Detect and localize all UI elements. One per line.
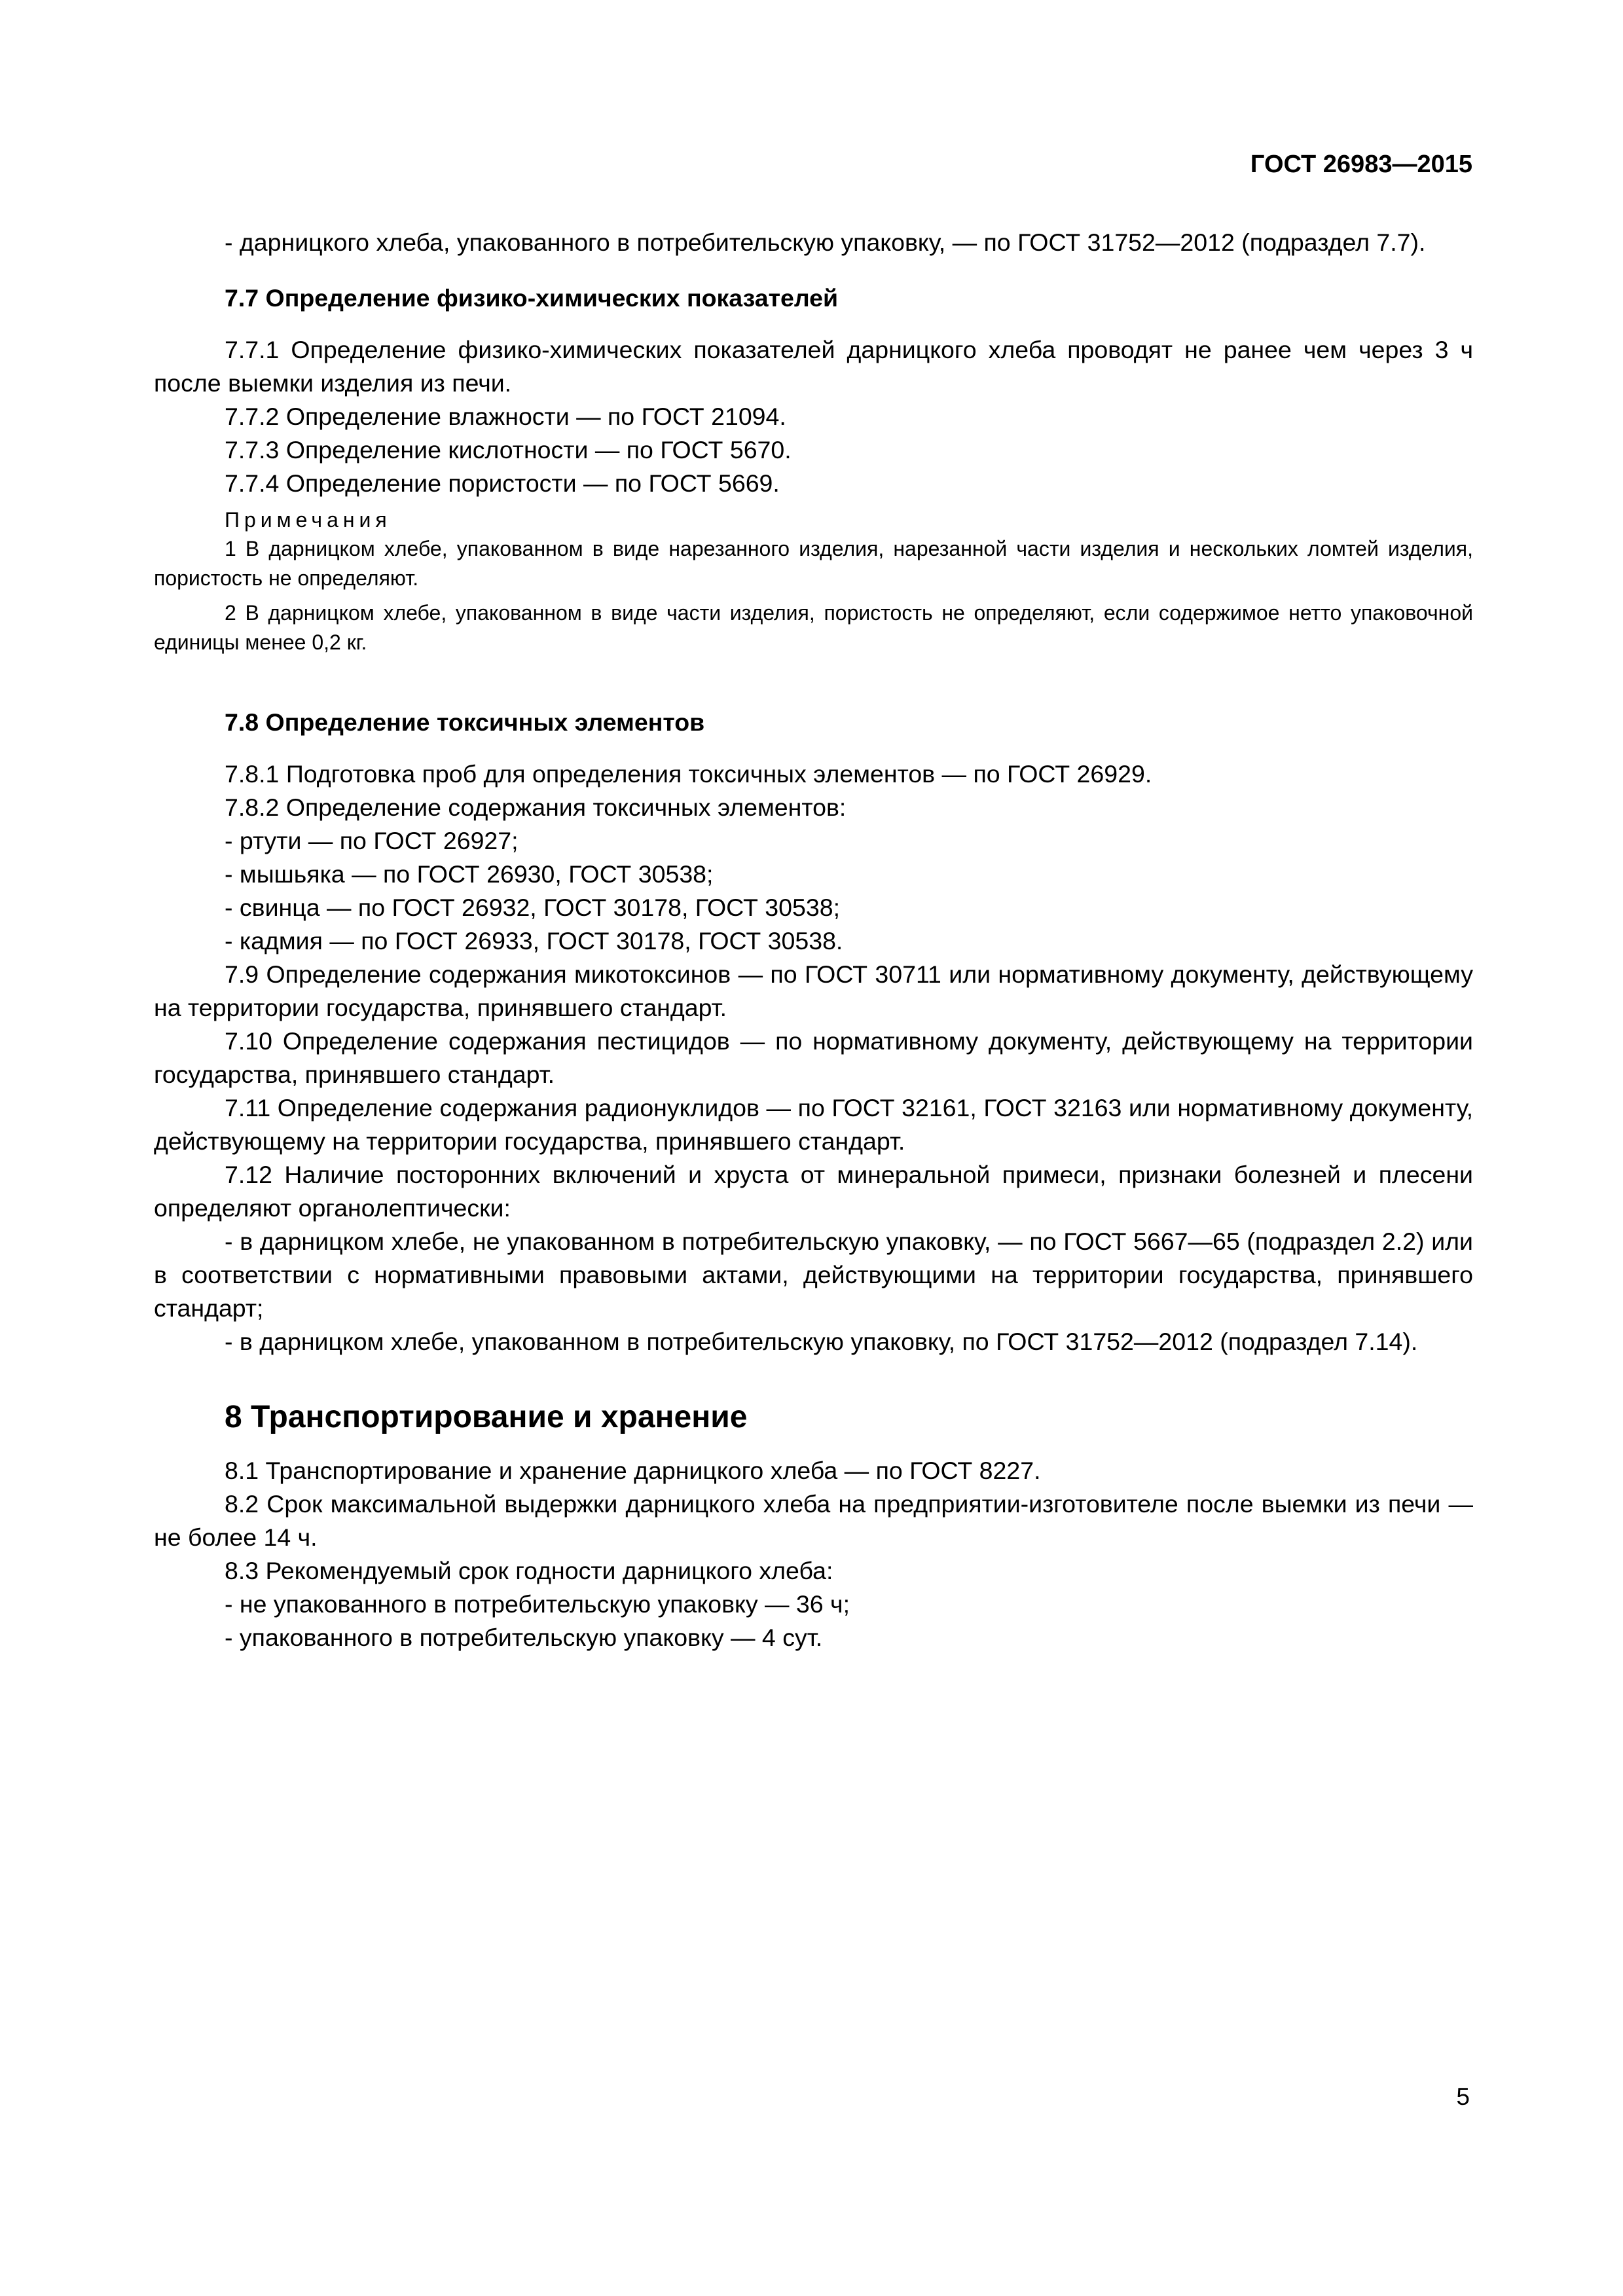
paragraph-7-12: 7.12 Наличие посторонних включений и хруста от минеральной примеси, признаки болезней и плесени определяют органолептически:: [154, 1161, 1473, 1222]
paragraph-8-2: 8.2 Срок максимальной выдержки дарницкого хлеба на предприятии-изготовителе после выемки из печи — не более 14 ч.: [154, 1490, 1473, 1551]
page-number: 5: [1456, 2083, 1470, 2110]
list-item: - в дарницком хлебе, упакованном в потребительскую упаковку, по ГОСТ 31752—2012 (подраздел 7.14).: [225, 1328, 1418, 1355]
paragraph-7-8-1: 7.8.1 Подготовка проб для определения токсичных элементов — по ГОСТ 26929.: [225, 760, 1152, 788]
note-1: 1 В дарницком хлебе, упакованном в виде нарезанного изделия, нарезанной части изделия и нескольких ломтей изделия, пористость не определяют.: [154, 537, 1473, 590]
paragraph-7-11: 7.11 Определение содержания радионуклидов — по ГОСТ 32161, ГОСТ 32163 или нормативному документу, действующему на территории государства, принявшего стандарт.: [154, 1094, 1473, 1155]
page-content: [154, 226, 1473, 1654]
paragraph-7-7-3: 7.7.3 Определение кислотности — по ГОСТ 5670.: [225, 436, 792, 464]
list-item: - упакованного в потребительскую упаковку — 4 сут.: [225, 1624, 823, 1651]
document-header: ГОСТ 26983—2015: [1250, 151, 1472, 178]
section-7-7-heading: 7.7 Определение физико-химических показателей: [225, 284, 839, 312]
paragraph-7-7-1: 7.7.1 Определение физико-химических показателей дарницкого хлеба проводят не ранее чем через 3 ч после выемки изделия из печи.: [154, 336, 1473, 397]
paragraph-7-9: 7.9 Определение содержания микотоксинов — по ГОСТ 30711 или нормативному документу, действующему на территории государства, принявшего стандарт.: [154, 960, 1473, 1021]
list-item: - ртути — по ГОСТ 26927;: [225, 827, 519, 854]
list-item: - в дарницком хлебе, не упакованном в потребительскую упаковку, — по ГОСТ 5667—65 (подраздел 2.2) или в соответствии с нормативными правовыми актами, действующими на территории государства, принявшего стандарт;: [154, 1228, 1473, 1322]
section-8-heading: 8 Транспортирование и хранение: [225, 1400, 748, 1434]
paragraph-7-10: 7.10 Определение содержания пестицидов — по нормативному документу, действующему на территории государства, принявшего стандарт.: [154, 1027, 1473, 1088]
paragraph-7-7-4: 7.7.4 Определение пористости — по ГОСТ 5669.: [225, 469, 780, 497]
paragraph-7-7-2: 7.7.2 Определение влажности — по ГОСТ 21094.: [225, 403, 786, 430]
list-item: - кадмия — по ГОСТ 26933, ГОСТ 30178, ГОСТ 30538.: [225, 927, 843, 955]
paragraph-8-1: 8.1 Транспортирование и хранение дарницкого хлеба — по ГОСТ 8227.: [225, 1457, 1041, 1484]
list-item: - мышьяка — по ГОСТ 26930, ГОСТ 30538;: [225, 860, 714, 888]
note-2: 2 В дарницком хлебе, упакованном в виде части изделия, пористость не определяют, если содержимое нетто упаковочной единицы менее 0,2 кг.: [154, 601, 1473, 654]
list-item: - свинца — по ГОСТ 26932, ГОСТ 30178, ГОСТ 30538;: [225, 894, 841, 921]
intro-paragraph: - дарницкого хлеба, упакованного в потребительскую упаковку, — по ГОСТ 31752—2012 (подраздел 7.7).: [225, 228, 1426, 256]
list-item: - не упакованного в потребительскую упаковку — 36 ч;: [225, 1590, 850, 1618]
paragraph-7-8-2: 7.8.2 Определение содержания токсичных элементов:: [225, 793, 847, 821]
section-7-8-heading: 7.8 Определение токсичных элементов: [225, 708, 705, 736]
notes-heading: Примечания: [225, 508, 392, 532]
paragraph-8-3: 8.3 Рекомендуемый срок годности дарницкого хлеба:: [225, 1557, 833, 1584]
